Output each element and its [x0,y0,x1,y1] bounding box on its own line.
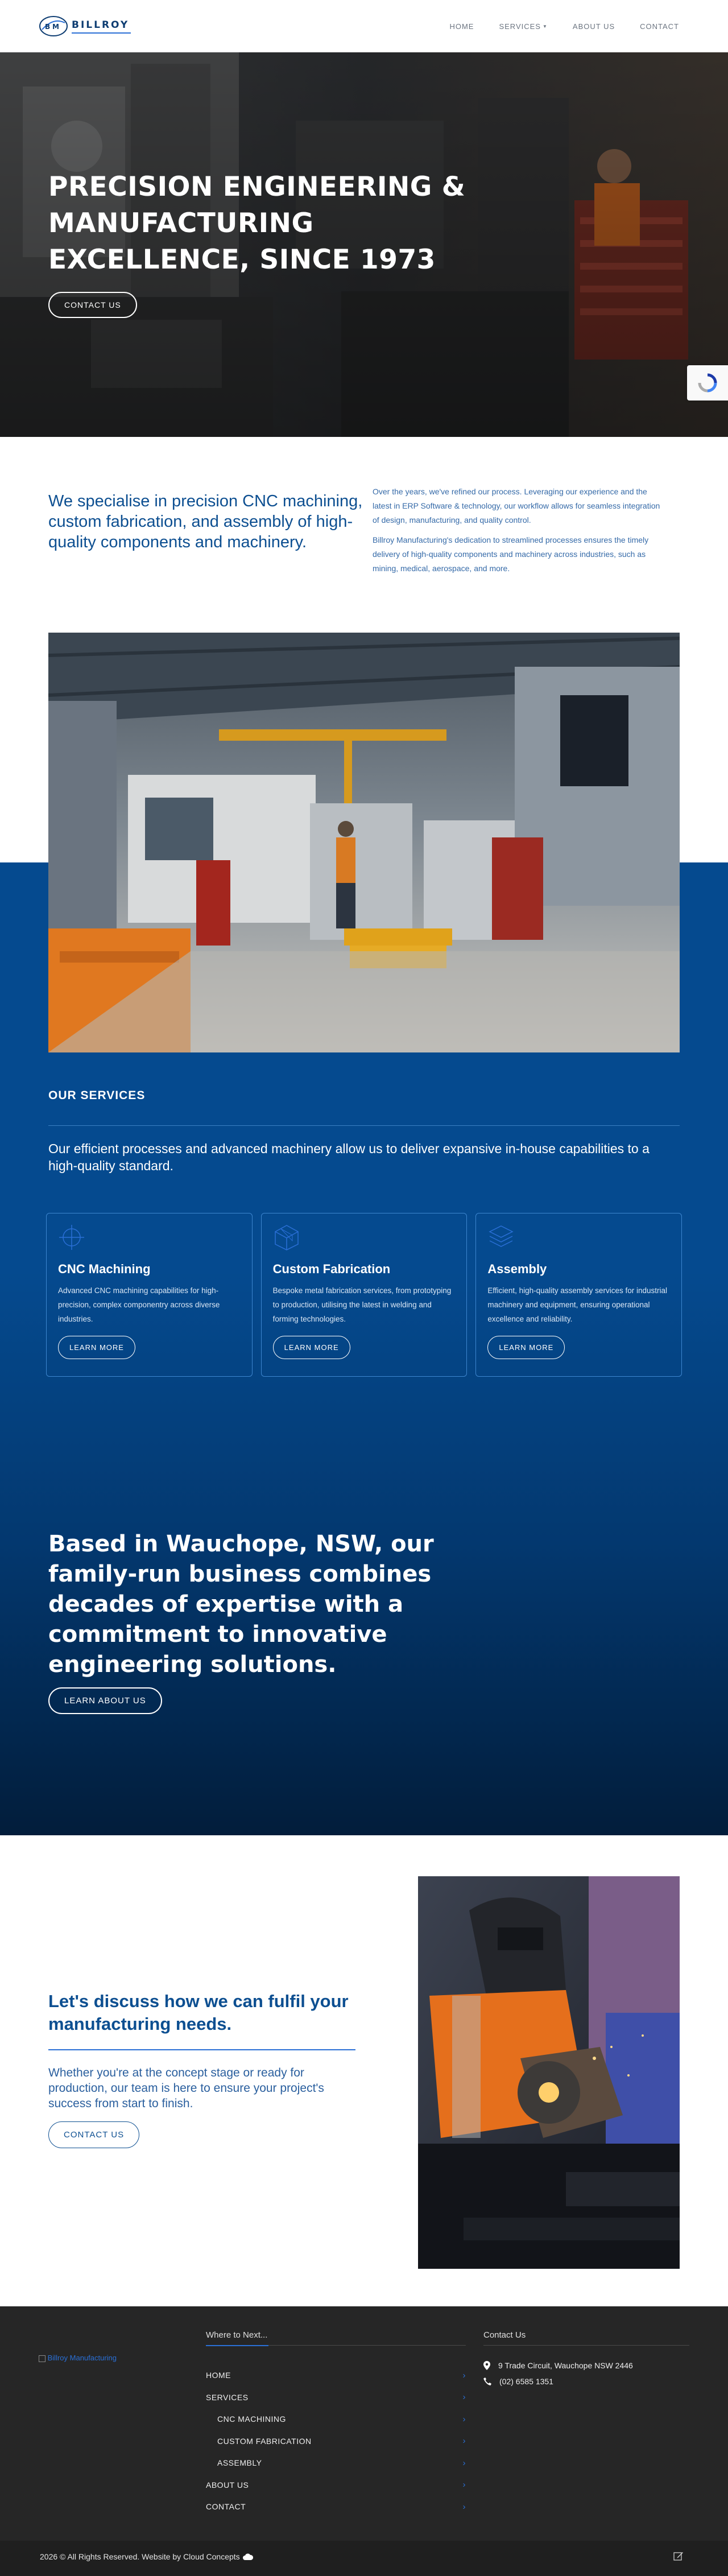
logo[interactable] [39,15,131,38]
footer-logo-alt: Billroy Manufacturing [47,2354,117,2362]
cta-text: Whether you're at the concept stage or ready for production, our team is here to ensure your project's success from start to finish. [48,2066,324,2110]
service-card-text: Efficient, high-quality assembly services for industrial machinery and equipment, ensuring operational excellence and reliability. [487,1286,667,1323]
footer-link-fabrication[interactable] [206,2430,466,2453]
footer-link-services[interactable] [206,2387,466,2409]
footer-link-about[interactable] [206,2474,466,2496]
site-header [0,0,728,52]
recaptcha-icon [698,373,717,393]
hero-content [48,169,481,318]
logo-text: BILLROY [72,19,130,31]
nav-about[interactable] [573,22,615,31]
factory-floor-illustration [48,633,680,1052]
footer-link-contact[interactable] [206,2496,466,2518]
footer-link-label: CUSTOM FABRICATION [217,2436,312,2446]
footer-link-label: ABOUT US [206,2480,249,2490]
svg-text:B: B [45,23,51,31]
footer-bottom-bar [0,2541,728,2576]
logo-underline [72,32,131,34]
intro-paragraph-1: Over the years, we've refined our process. Leveraging our experience and the latest in ERP Software & technology, our workflow allows for seamless integration of design, manufacturing, and quality control. [373,487,660,525]
footer-copyright [40,2552,253,2561]
map-pin-icon [483,2361,490,2370]
footer-where-rule [206,2345,466,2346]
footer-logo-link[interactable] [39,2354,117,2362]
footer-contact-rule [483,2345,689,2346]
hero [0,52,728,437]
hero-title [48,169,481,278]
footer-phone[interactable] [483,2377,553,2386]
hero-title-line-1: PRECISION ENGINEERING & [48,171,466,203]
footer-phone-text: (02) 6585 1351 [499,2377,553,2386]
services-divider [48,1125,680,1126]
nav-home[interactable] [449,22,474,31]
intro-lead: We specialise in precision CNC machining, custom fabrication, and assembly of high-quality components and machinery. [48,492,363,551]
chevron-right-icon: › [462,2436,466,2446]
svg-text:M: M [52,23,59,31]
cnc-learn-more-button[interactable]: LEARN MORE [58,1336,135,1359]
phone-icon [483,2377,491,2385]
service-card-cnc [46,1213,253,1377]
footer-links [206,2364,466,2518]
footer-link-label: CONTACT [206,2502,246,2512]
services-lead: Our efficient processes and advanced machinery allow us to deliver expansive in-house capabilities to a high-quality standard. [48,1141,650,1173]
edit-icon[interactable] [673,2551,684,2561]
footer-link-label: ASSEMBLY [217,2458,262,2468]
hero-title-line-3: EXCELLENCE, SINCE 1973 [48,244,436,275]
intro-body [373,485,668,576]
footer-link-cnc[interactable] [206,2408,466,2430]
cloud-icon [243,2553,253,2560]
hero-title-line-2: MANUFACTURING [48,208,314,239]
service-card-title: CNC Machining [58,1262,151,1276]
chevron-right-icon: › [462,2370,466,2380]
service-cards [46,1213,682,1377]
footer-address-text: 9 Trade Circuit, Wauchope NSW 2446 [498,2361,633,2370]
welder-illustration [418,1876,680,2269]
learn-about-us-button[interactable]: LEARN ABOUT US [48,1687,162,1714]
contact-cta-section [0,1835,728,2306]
recaptcha-badge[interactable] [687,365,728,401]
service-card-text: Advanced CNC machining capabilities for high-precision, complex componentry across diverse industries. [58,1286,220,1323]
hero-contact-button[interactable]: CONTACT US [48,292,137,318]
service-card-text: Bespoke metal fabrication services, from prototyping to production, utilising the latest in welding and forming technologies. [272,1286,452,1323]
chevron-right-icon: › [462,2458,466,2468]
service-card-assembly [475,1213,682,1377]
chevron-right-icon: › [462,2392,466,2402]
footer-where-heading: Where to Next... [206,2330,268,2340]
footer-contact-heading: Contact Us [483,2330,526,2340]
cta-contact-button[interactable]: CONTACT US [48,2121,139,2148]
service-card-title: Custom Fabrication [272,1262,391,1276]
layers-icon [487,1224,515,1251]
intro-paragraph-2: Billroy Manufacturing's dedication to streamlined processes ensures the timely delivery of high-quality components and machinery across industries, such as mining, medical, aerospace, and more. [373,535,649,573]
footer-link-label: HOME [206,2371,231,2380]
footer-link-home[interactable] [206,2364,466,2387]
crosshair-icon [58,1224,85,1251]
assembly-learn-more-button[interactable]: LEARN MORE [487,1336,565,1359]
footer-link-label: CNC MACHINING [217,2414,286,2424]
service-card-fabrication [261,1213,468,1377]
footer-copyright-text: 2026 © All Rights Reserved. Website by Cloud Concepts [40,2552,240,2561]
billroy-logo-icon [39,15,68,38]
nav-about-label: ABOUT US [572,22,615,31]
footer-address [483,2361,633,2370]
cta-divider [48,2049,355,2050]
caret-down-icon: ▼ [542,23,548,29]
fabrication-learn-more-button[interactable]: LEARN MORE [273,1336,350,1359]
broken-image-icon [39,2355,46,2362]
nav-services[interactable] [499,22,547,31]
service-card-title: Assembly [487,1262,547,1276]
nav-contact-label: CONTACT [640,22,679,31]
services-heading: OUR SERVICES [48,1089,146,1102]
chevron-right-icon: › [462,2414,466,2424]
about-statement: Based in Wauchope, NSW, our family-run business combines decades of expertise with a commitment to innovative engineering solutions. [48,1531,434,1678]
cube-icon [273,1224,300,1251]
cta-title: Let's discuss how we can fulfil your manufacturing needs. [48,1991,349,2034]
footer-link-label: SERVICES [206,2392,249,2402]
nav-services-label: SERVICES [499,22,541,31]
welder-image [418,1876,680,2269]
main-nav [449,22,679,31]
factory-floor-image [48,633,680,1052]
footer-link-assembly[interactable] [206,2452,466,2474]
chevron-right-icon: › [462,2480,466,2490]
nav-contact[interactable] [640,22,679,31]
footer-where-accent [206,2345,268,2346]
nav-home-label: HOME [449,22,474,31]
chevron-right-icon: › [462,2501,466,2512]
